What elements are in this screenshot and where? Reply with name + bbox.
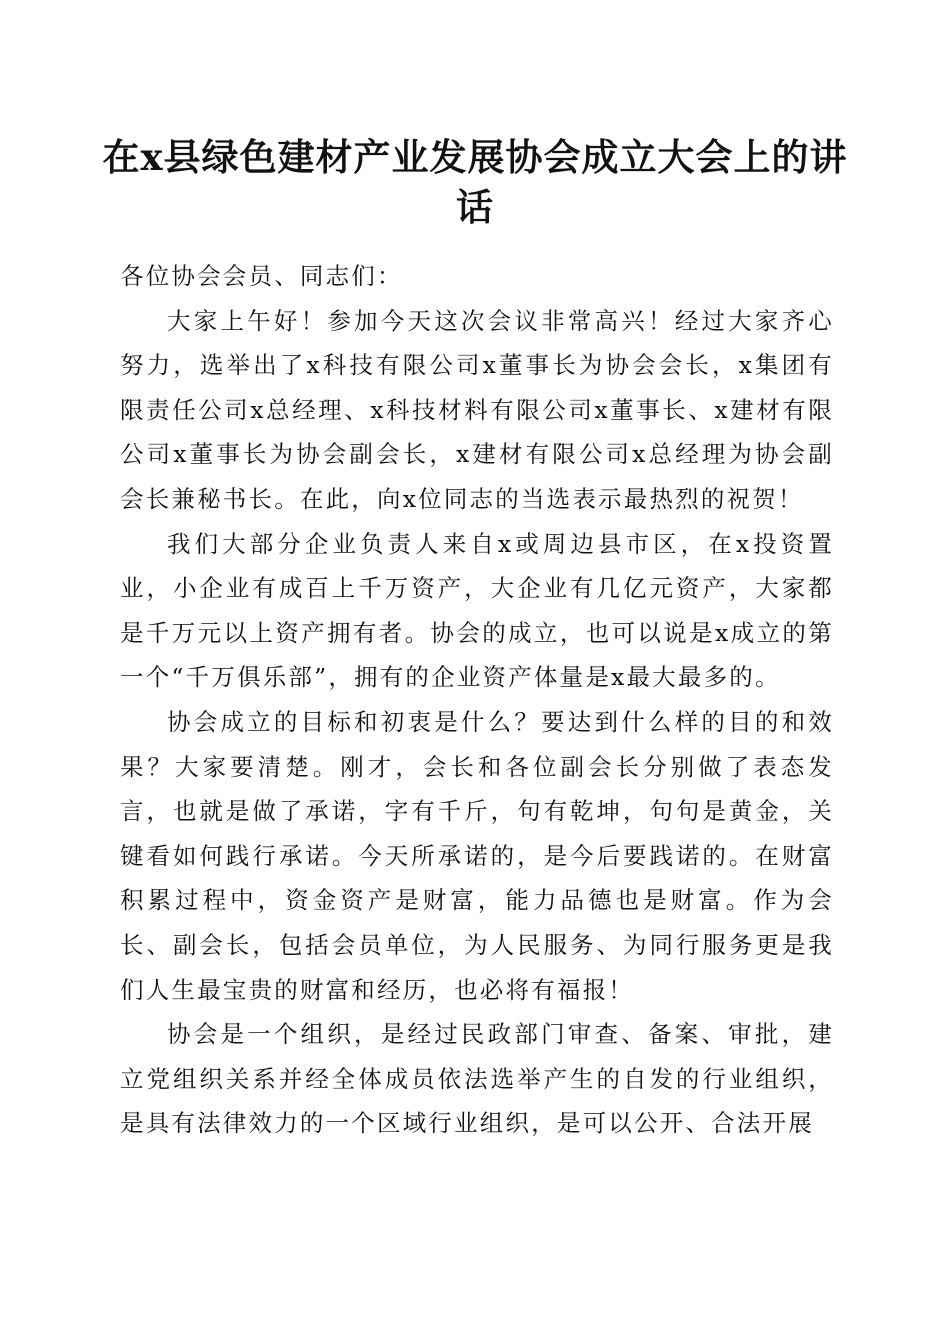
paragraph-members-background: 我们大部分企业负责人来自x或周边县市区，在x投资置业，小企业有成百上千万资产，大企业有几亿元资产，大家都是千万元以上资产拥有者。协会的成立，也可以说是x成立的第一个“千万俱乐部”，拥有的企业资产体量是x最大最多的。 [120,529,834,692]
paragraph-congratulations: 大家上午好！参加今天这次会议非常高兴！经过大家齐心努力，选举出了x科技有限公司x董事长为协会会长，x集团有限责任公司x总经理、x科技材料有限公司x董事长、x建材有限公司x董事长为协会副会长，x建材有限公司x总经理为协会副会长兼秘书长。在此，向x位同志的当选表示最热烈的祝贺！ [120,306,834,513]
salutation: 各位协会会员、同志们： [120,262,403,290]
paragraph-association-nature: 协会是一个组织，是经过民政部门审查、备案、审批，建立党组织关系并经全体成员依法选举产生的自发的行业组织，是具有法律效力的一个区域行业组织，是可以公开、合法开展 [120,1020,834,1138]
document-body [120,254,834,1146]
paragraph-goals-commitments: 协会成立的目标和初衷是什么？要达到什么样的目的和效果？大家要清楚。刚才，会长和各位副会长分别做了表态发言，也就是做了承诺，字有千斤，句有乾坤，句句是黄金，关键看如何践行承诺。今天所承诺的，是今后要践诺的。在财富积累过程中，资金资产是财富，能力品德也是财富。作为会长、副会长，包括会员单位，为人民服务、为同行服务更是我们人生最宝贵的财富和经历，也必将有福报！ [120,707,834,1004]
document-title: 在x县绿色建材产业发展协会成立大会上的讲话 [102,135,848,229]
